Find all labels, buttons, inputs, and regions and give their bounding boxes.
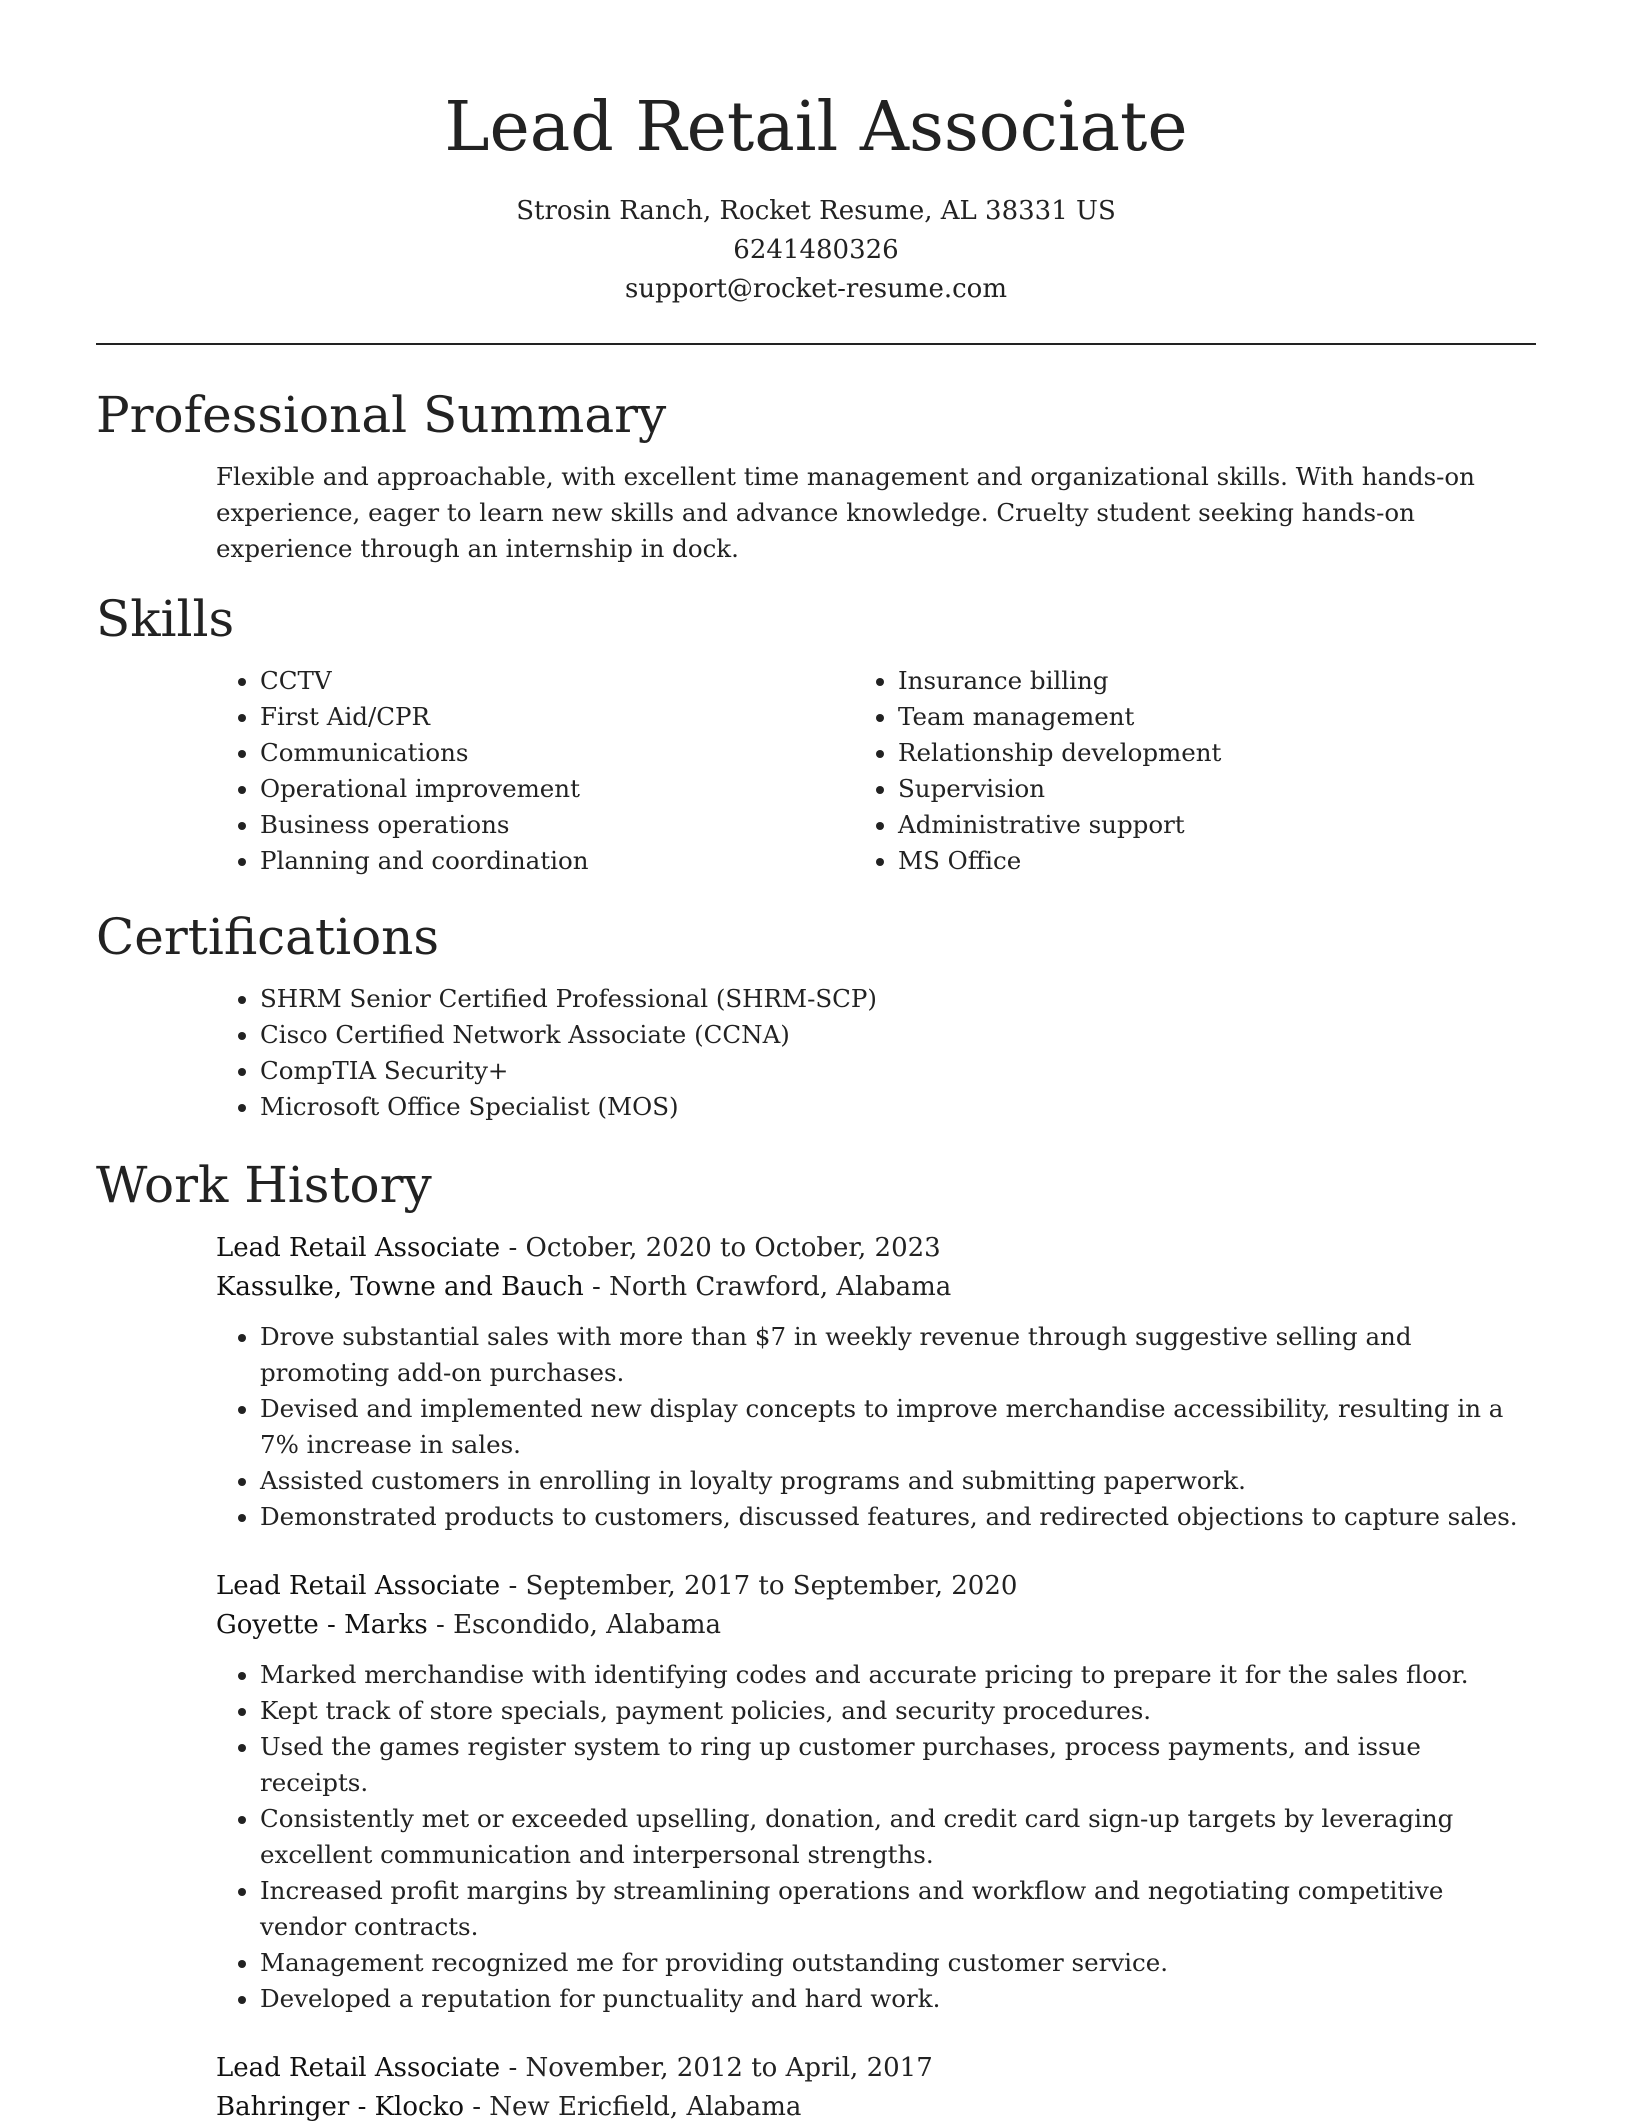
skill-item: • MS Office [898, 843, 1536, 879]
certification-item: • SHRM Senior Certified Professional (SHRM-SCP) [260, 981, 1536, 1017]
certification-item: • Microsoft Office Specialist (MOS) [260, 1089, 1536, 1125]
email-text: support@rocket-resume.com [624, 274, 1007, 304]
certifications-list [260, 981, 1536, 1125]
job-dates: - October, 2020 to October, 2023 [500, 1233, 941, 1263]
job-dates: - November, 2012 to April, 2017 [500, 2053, 933, 2083]
skill-item: • Supervision [898, 771, 1536, 807]
phone-text: 6241480326 [733, 235, 899, 265]
job-role: Lead Retail Associate [216, 2053, 501, 2083]
job-location: - Escondido, Alabama [427, 1610, 722, 1640]
skills-left-list [260, 663, 898, 879]
job-bullets [260, 1657, 1536, 2017]
certifications-section [96, 907, 1536, 1125]
job-title-line [216, 1229, 1536, 1268]
job-bullet: • Used the games register system to ring up customer purchases, process payments, and issue receipts. [260, 1729, 1536, 1801]
job-role: Lead Retail Associate [216, 1233, 501, 1263]
contact-block [0, 192, 1632, 309]
job-role: Lead Retail Associate [216, 1571, 501, 1601]
summary-text: Flexible and approachable, with excellent time management and organizational skills. With hands-on experience, eager to learn new skills and advance knowledge. Cruelty student seeking hands-on experience through an internship in dock. [216, 462, 1475, 563]
work-history-heading: Work History [96, 1156, 432, 1214]
skill-item: • Insurance billing [898, 663, 1536, 699]
job-title-line [216, 2049, 1536, 2088]
job-entry [216, 1229, 1536, 1535]
job-title-line [216, 1567, 1536, 1606]
skill-item: • CCTV [260, 663, 898, 699]
job-bullet: • Consistently met or exceeded upselling, donation, and credit card sign-up targets by leveraging excellent communication and interpersonal strengths. [260, 1801, 1536, 1873]
skills-section [96, 589, 1536, 879]
skill-item: • Communications [260, 735, 898, 771]
skill-item: • Planning and coordination [260, 843, 898, 879]
job-bullet: • Increased profit margins by streamlining operations and workflow and negotiating competitive vendor contracts. [260, 1873, 1536, 1945]
job-bullet: • Marked merchandise with identifying codes and accurate pricing to prepare it for the sales floor. [260, 1657, 1536, 1693]
header-divider [96, 343, 1536, 345]
job-bullet: • Devised and implemented new display concepts to improve merchandise accessibility, resulting in a 7% increase in sales. [260, 1391, 1536, 1463]
job-entry [216, 1567, 1536, 2017]
job-bullet: • Management recognized me for providing outstanding customer service. [260, 1945, 1536, 1981]
job-company: Bahringer - Klocko [216, 2092, 464, 2122]
skills-columns [260, 663, 1536, 879]
skills-right-list [898, 663, 1536, 879]
job-bullet: • Assisted customers in enrolling in loyalty programs and submitting paperwork. [260, 1463, 1536, 1499]
job-company-line [216, 1606, 1536, 1645]
work-history-section [96, 1155, 1536, 2127]
job-bullet: • Developed a reputation for punctuality and hard work. [260, 1981, 1536, 2017]
job-bullet: • Kept track of store specials, payment policies, and security procedures. [260, 1693, 1536, 1729]
job-bullet: • Drove substantial sales with more than $7 in weekly revenue through suggestive selling and promoting add-on purchases. [260, 1319, 1536, 1391]
certification-item: • CompTIA Security+ [260, 1053, 1536, 1089]
summary-section [96, 385, 1536, 567]
address-text: Strosin Ranch, Rocket Resume, AL 38331 US [516, 196, 1116, 226]
resume-header [0, 0, 1632, 309]
candidate-title: Lead Retail Associate [444, 88, 1188, 167]
job-location: - New Ericfield, Alabama [463, 2092, 802, 2122]
certifications-heading: Certifications [96, 908, 440, 966]
summary-heading: Professional Summary [96, 386, 667, 444]
job-entry [216, 2049, 1536, 2127]
job-bullets [260, 1319, 1536, 1535]
skill-item: • Operational improvement [260, 771, 898, 807]
skill-item: • Business operations [260, 807, 898, 843]
job-company-line [216, 1268, 1536, 1307]
skills-heading: Skills [96, 590, 235, 648]
job-company-line [216, 2088, 1536, 2127]
skill-item: • Team management [898, 699, 1536, 735]
skill-item: • Relationship development [898, 735, 1536, 771]
job-company: Goyette - Marks [216, 1610, 428, 1640]
skill-item: • Administrative support [898, 807, 1536, 843]
job-company: Kassulke, Towne and Bauch [216, 1272, 584, 1302]
job-location: - North Crawford, Alabama [583, 1272, 952, 1302]
skill-item: • First Aid/CPR [260, 699, 898, 735]
job-dates: - September, 2017 to September, 2020 [500, 1571, 1018, 1601]
certification-item: • Cisco Certified Network Associate (CCNA) [260, 1017, 1536, 1053]
job-bullet: • Demonstrated products to customers, discussed features, and redirected objections to capture sales. [260, 1499, 1536, 1535]
